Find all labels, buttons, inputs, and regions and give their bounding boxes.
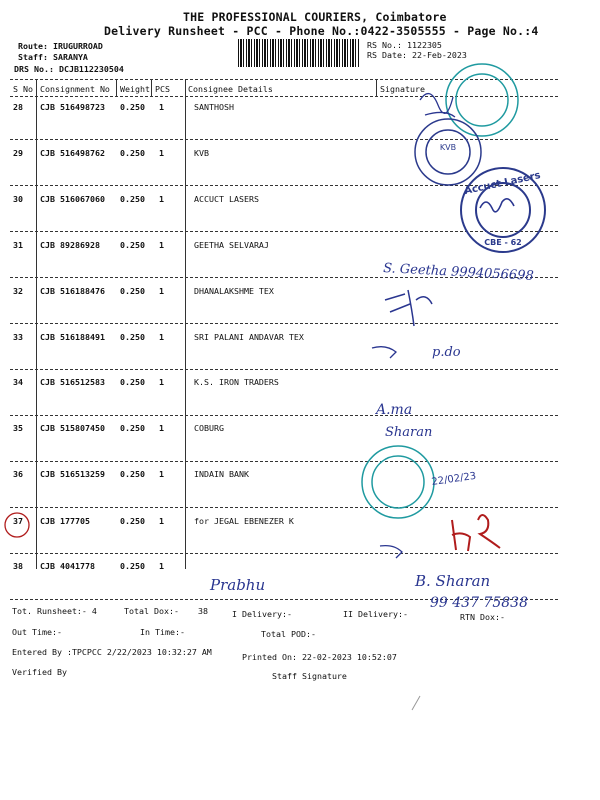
row-weight: 0.250 [120, 148, 145, 158]
total-dox-value: 38 [198, 606, 208, 616]
row-sno: 30 [13, 194, 23, 204]
signature-30 [480, 199, 514, 212]
row-consignment: CJB 89286928 [40, 240, 100, 250]
row-sno: 35 [13, 423, 23, 433]
pencil-mark [412, 696, 420, 710]
row-consignee: INDAIN BANK [194, 469, 249, 479]
row-consignee: ACCUCT LASERS [194, 194, 259, 204]
signature-38: B. Sharan [415, 572, 491, 590]
row-consignment: CJB 177705 [40, 516, 90, 526]
kvb-stamp [415, 119, 481, 185]
arrow-37 [380, 546, 402, 558]
row-weight: 0.250 [120, 377, 145, 387]
row-pcs: 1 [159, 377, 164, 387]
route-label: Route: IRUGURROAD [18, 41, 103, 51]
row-sno: 38 [13, 561, 23, 571]
signature-33: p.do [432, 345, 461, 360]
col-signature: Signature [380, 84, 425, 94]
company-stamp-teal [446, 64, 518, 136]
total-pod: Total POD:- [261, 629, 316, 639]
row-consignee: for JEGAL EBENEZER K [194, 516, 294, 526]
row-consignee: DHANALAKSHME TEX [194, 286, 274, 296]
highlight-circle-37 [5, 513, 29, 537]
in-time: In Time:- [140, 627, 185, 637]
row-consignee: COBURG [194, 423, 224, 433]
company-title: THE PROFESSIONAL COURIERS, Coimbatore [183, 10, 447, 24]
rs-number: RS No.: 1122305 [367, 40, 442, 50]
row-sno: 36 [13, 469, 23, 479]
runsheet-subtitle: Delivery Runsheet - PCC - Phone No.:0422-3505555 - Page No.:4 [104, 24, 539, 38]
row-pcs: 1 [159, 423, 164, 433]
row-pcs: 1 [159, 561, 164, 571]
row-pcs: 1 [159, 240, 164, 250]
row-sno: 29 [13, 148, 23, 158]
row-consignee: K.S. IRON TRADERS [194, 377, 279, 387]
out-time: Out Time:- [12, 627, 62, 637]
row-consignment: CJB 4041778 [40, 561, 95, 571]
row-pcs: 1 [159, 332, 164, 342]
row-sno: 34 [13, 377, 23, 387]
row-consignee: KVB [194, 148, 209, 158]
row-consignee: SANTHOSH [194, 102, 234, 112]
col-consignee: Consignee Details [188, 84, 273, 94]
row-weight: 0.250 [120, 240, 145, 250]
row-consignment: CJB 516498723 [40, 102, 105, 112]
row-pcs: 1 [159, 102, 164, 112]
col-sno: S No [13, 84, 33, 94]
row-weight: 0.250 [120, 102, 145, 112]
signature-38-phone: 99 437 75838 [430, 595, 528, 611]
tot-runsheet: Tot. Runsheet:- 4 [12, 606, 97, 616]
row-consignee: GEETHA SELVARAJ [194, 240, 269, 250]
entered-by: Entered By :TPCPCC 2/22/2023 10:32:27 AM [12, 647, 212, 657]
col-pcs: PCS [155, 84, 170, 94]
row-sno: 37 [13, 516, 23, 526]
row-consignment: CJB 516188476 [40, 286, 105, 296]
row-weight: 0.250 [120, 469, 145, 479]
col-consignment: Consignment No [40, 84, 110, 94]
row-consignment: CJB 516188491 [40, 332, 105, 342]
signature-32 [385, 290, 432, 326]
row-pcs: 1 [159, 148, 164, 158]
accuct-stamp-sub: CBE - 62 [484, 238, 522, 247]
staff-label: Staff: SARANYA [18, 52, 88, 62]
row-weight: 0.250 [120, 516, 145, 526]
signature-37 [452, 515, 500, 551]
staff-signature: Staff Signature [272, 671, 347, 681]
row-sno: 33 [13, 332, 23, 342]
row-consignment: CJB 516513259 [40, 469, 105, 479]
ii-delivery: II Delivery:- [343, 609, 408, 619]
bank-stamp [362, 446, 434, 518]
signature-28 [420, 94, 455, 117]
signature-31: S. Geetha 9994056698 [382, 261, 535, 284]
row-consignment: CJB 516512583 [40, 377, 105, 387]
row-consignment: CJB 515807450 [40, 423, 105, 433]
row-sno: 31 [13, 240, 23, 250]
row-consignee: SRI PALANI ANDAVAR TEX [194, 332, 304, 342]
row-pcs: 1 [159, 194, 164, 204]
row-weight: 0.250 [120, 286, 145, 296]
row-weight: 0.250 [120, 561, 145, 571]
verified-by: Verified By [12, 667, 67, 677]
row-weight: 0.250 [120, 194, 145, 204]
kvb-stamp-text: KVB [439, 143, 457, 152]
date-stamp: 22/02/23 [430, 470, 477, 488]
row-weight: 0.250 [120, 423, 145, 433]
i-delivery: I Delivery:- [232, 609, 292, 619]
row-weight: 0.250 [120, 332, 145, 342]
signature-34: A.ma [376, 402, 413, 418]
row-pcs: 1 [159, 516, 164, 526]
row-sno: 32 [13, 286, 23, 296]
row-pcs: 1 [159, 469, 164, 479]
row-consignment: CJB 516498762 [40, 148, 105, 158]
col-weight: Weight [120, 84, 150, 94]
arrow-33 [372, 347, 396, 358]
row-pcs: 1 [159, 286, 164, 296]
row-sno: 28 [13, 102, 23, 112]
row-consignment: CJB 516067060 [40, 194, 105, 204]
accuct-stamp-text: Accuct Lasers [463, 170, 542, 198]
rtn-dox: RTN Dox:- [460, 612, 505, 622]
printed-on: Printed On: 22-02-2023 10:52:07 [242, 652, 397, 662]
rs-date: RS Date: 22-Feb-2023 [367, 50, 467, 60]
signature-35: Sharan [385, 425, 433, 440]
total-dox-label: Total Dox:- [124, 606, 179, 616]
signature-38-name: Prabhu [210, 576, 266, 594]
drs-number: DRS No.: DCJB112230504 [14, 64, 124, 74]
